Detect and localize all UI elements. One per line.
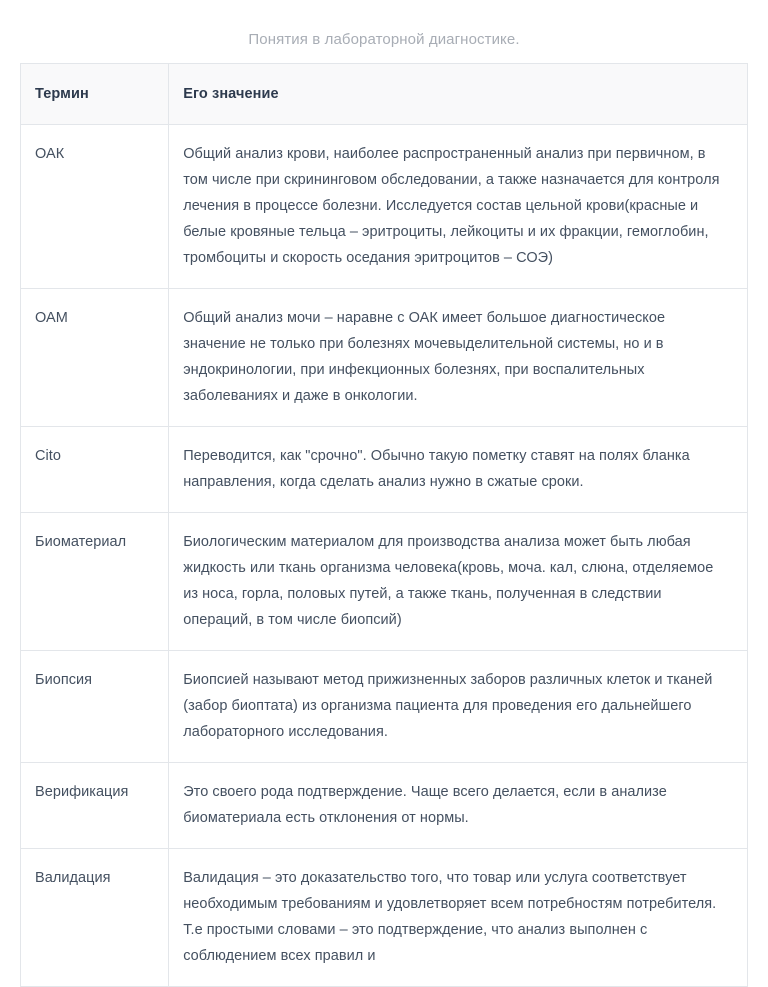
table-row: [21, 125, 748, 289]
cell-meaning: Валидация – это доказательство того, что товар или услуга соответствует необходимым требованиям и удовлетворяет всем потребностям потребителя. Т.е простыми словами – это подтверждение, что анализ выполнен с соблюдением всех правил и: [183, 870, 717, 964]
table-container: [20, 63, 748, 987]
cell-meaning: Общий анализ мочи – наравне с ОАК имеет большое диагностическое значение не только при болезнях мочевыделительной системы, но и в эндокринологии, при инфекционных болезнях, при воспалительных заболеваниях и даже в онкологии.: [169, 289, 748, 427]
cell-term: Cito: [21, 427, 169, 513]
cell-term: Биоматериал: [21, 513, 169, 651]
table-header: [21, 64, 748, 125]
concepts-table: [20, 63, 748, 987]
cell-meaning: Общий анализ крови, наиболее распространенный анализ при первичном, в том числе при скрининговом обследовании, а также назначается для контроля лечения в процессе болезни. Исследуется состав цельной крови(красные и белые кровяные тельца – эритроциты, лейкоциты и их фракции, гемоглобин, тромбоциты и скорость оседания эритроцитов – СОЭ): [169, 125, 748, 289]
table-header-row: [21, 64, 748, 125]
cell-meaning: Биологическим материалом для производства анализа может быть любая жидкость или ткань организма человека(кровь, моча. кал, слюна, отделяемое из носа, горла, половых путей, а также ткань, полученная в следствии операций, в том числе биопсий): [169, 513, 748, 651]
table-row: [21, 763, 748, 849]
table-body: [21, 125, 748, 987]
column-header-term: Термин: [21, 64, 169, 125]
cell-term: Биопсия: [21, 651, 169, 763]
cell-meaning: Биопсией называют метод прижизненных заборов различных клеток и тканей (забор биоптата) из организма пациента для проведения его дальнейшего лабораторного исследования.: [169, 651, 748, 763]
table-row: [21, 427, 748, 513]
cell-term: ОАМ: [21, 289, 169, 427]
table-row: [21, 651, 748, 763]
table-row: [21, 849, 748, 987]
table-caption: Понятия в лабораторной диагностике.: [248, 31, 520, 48]
cell-meaning: Переводится, как "срочно". Обычно такую пометку ставят на полях бланка направления, когда сделать анализ нужно в сжатые сроки.: [169, 427, 748, 513]
cell-meaning: Это своего рода подтверждение. Чаще всего делается, если в анализе биоматериала есть отклонения от нормы.: [169, 763, 748, 849]
column-header-meaning: Его значение: [169, 64, 748, 125]
cell-term: Валидация: [21, 849, 169, 987]
table-row: [21, 513, 748, 651]
cell-term: ОАК: [21, 125, 169, 289]
cell-term: Верификация: [21, 763, 169, 849]
table-row: [21, 289, 748, 427]
